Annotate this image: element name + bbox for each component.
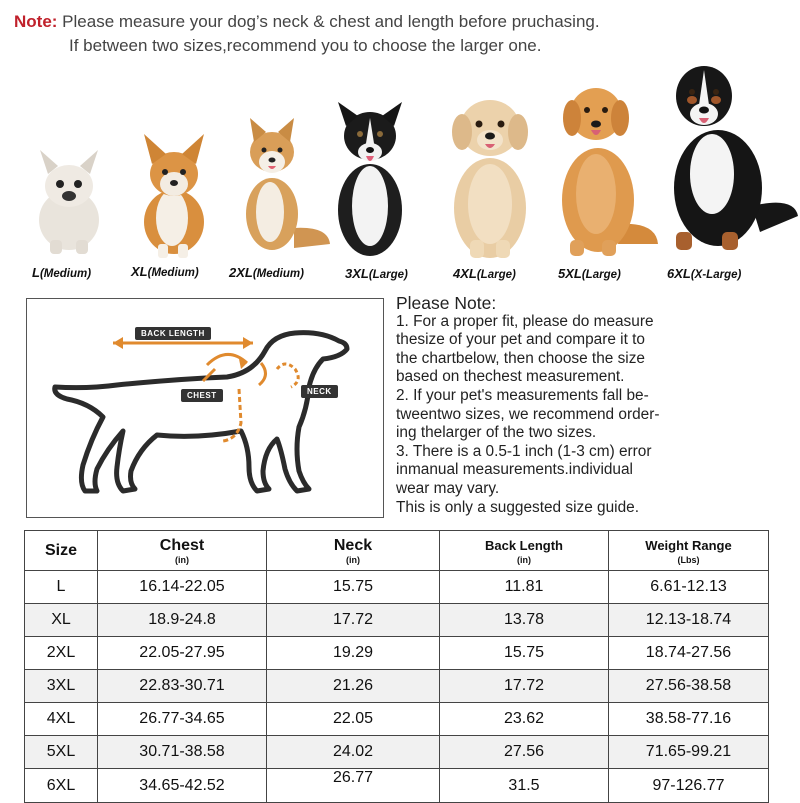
cell-back-length: 27.56 (440, 736, 609, 769)
note-label: Note: (14, 12, 58, 31)
dog-label-6xl: 6XL(X-Large) (667, 266, 742, 281)
cell-neck: 15.75 (267, 571, 440, 604)
cell-weight-range: 38.58-77.16 (609, 703, 769, 736)
cell-neck: 19.29 (267, 637, 440, 670)
cell-neck: 17.72 (267, 604, 440, 637)
dog-label-4xl: 4XL(Large) (453, 266, 516, 281)
please-note (396, 294, 796, 517)
golden-retriever-puppy-image (442, 84, 538, 260)
dog-label-xl: XL(Medium) (131, 264, 199, 279)
table-row (25, 670, 769, 703)
please-note-line: 1. For a proper fit, please do measure (396, 312, 654, 330)
cell-back-length: 13.78 (440, 604, 609, 637)
cell-weight-range: 97-126.77 (609, 769, 769, 803)
golden-retriever-image (540, 74, 660, 258)
cell-size: XL (25, 604, 98, 637)
please-note-line: based on thechest measurement. (396, 368, 625, 386)
cell-chest: 30.71-38.58 (98, 736, 267, 769)
cell-weight-range: 12.13-18.74 (609, 604, 769, 637)
border-collie-image (326, 96, 414, 258)
header-weight-range: Weight Range (Lbs) (609, 531, 769, 571)
cell-weight-range: 27.56-38.58 (609, 670, 769, 703)
dog-label-2xl: 2XL(Medium) (229, 265, 304, 280)
please-note-line: 2. If your pet's measurements fall be- (396, 386, 649, 404)
table-header-row (25, 531, 769, 571)
bernese-mountain-dog-image (664, 56, 800, 252)
table-row (25, 571, 769, 604)
header-back-length: Back Length (in) (440, 531, 609, 571)
measure-note (14, 10, 600, 58)
dog-label-3xl: 3XL(Large) (345, 266, 408, 281)
cell-back-length: 11.81 (440, 571, 609, 604)
please-note-line: tweentwo sizes, we recommend order- (396, 405, 660, 423)
table-row (25, 703, 769, 736)
please-note-line: inmanual measurements.individual (396, 461, 633, 479)
cell-chest: 22.05-27.95 (98, 637, 267, 670)
cell-chest: 18.9-24.8 (98, 604, 267, 637)
chest-label: CHEST (181, 389, 223, 402)
cell-neck: 22.05 (267, 703, 440, 736)
note-line-2: If between two sizes,recommend you to choose the larger one. (69, 36, 542, 55)
cell-back-length: 23.62 (440, 703, 609, 736)
please-note-title: Please Note: (396, 293, 497, 313)
cell-neck: 21.26 (267, 670, 440, 703)
dog-label-5xl: 5XL(Large) (558, 266, 621, 281)
cell-weight-range: 71.65-99.21 (609, 736, 769, 769)
cell-back-length: 15.75 (440, 637, 609, 670)
cell-chest: 16.14-22.05 (98, 571, 267, 604)
cell-size: L (25, 571, 98, 604)
cell-chest: 26.77-34.65 (98, 703, 267, 736)
cell-size: 2XL (25, 637, 98, 670)
cell-chest: 34.65-42.52 (98, 769, 267, 803)
please-note-line: This is only a suggested size guide. (396, 498, 639, 516)
table-row (25, 604, 769, 637)
cell-size: 6XL (25, 769, 98, 803)
cell-back-length: 31.5 (440, 769, 609, 803)
back-length-label: BACK LENGTH (135, 327, 211, 340)
please-note-line: ing thelarger of the two sizes. (396, 424, 597, 442)
table-row (25, 637, 769, 670)
table-row (25, 736, 769, 769)
header-size: Size (25, 531, 98, 571)
measurement-diagram (26, 298, 384, 518)
neck-label: NECK (301, 385, 338, 398)
cell-neck: 24.02 (267, 736, 440, 769)
cell-weight-range: 18.74-27.56 (609, 637, 769, 670)
dog-size-gallery (0, 52, 800, 287)
please-note-line: the chartbelow, then choose the size (396, 349, 645, 367)
cell-weight-range: 6.61-12.13 (609, 571, 769, 604)
shiba-inu-image (236, 116, 332, 254)
header-chest: Chest (in) (98, 531, 267, 571)
header-neck: Neck (in) (267, 531, 440, 571)
cell-size: 3XL (25, 670, 98, 703)
table-row (25, 769, 769, 803)
cell-back-length: 17.72 (440, 670, 609, 703)
please-note-line: thesize of your pet and compare it to (396, 331, 645, 349)
cell-neck: 26.77 (267, 769, 440, 803)
cell-size: 4XL (25, 703, 98, 736)
size-chart-table (24, 530, 769, 803)
please-note-line: wear may vary. (396, 479, 500, 497)
please-note-line: 3. There is a 0.5-1 inch (1-3 cm) error (396, 442, 652, 460)
note-line-1: Please measure your dog’s neck & chest and length before pruchasing. (57, 12, 600, 31)
french-bulldog-image (28, 148, 110, 256)
cell-chest: 22.83-30.71 (98, 670, 267, 703)
dog-label-l: L(Medium) (32, 265, 92, 280)
corgi-image (134, 132, 216, 260)
cell-size: 5XL (25, 736, 98, 769)
